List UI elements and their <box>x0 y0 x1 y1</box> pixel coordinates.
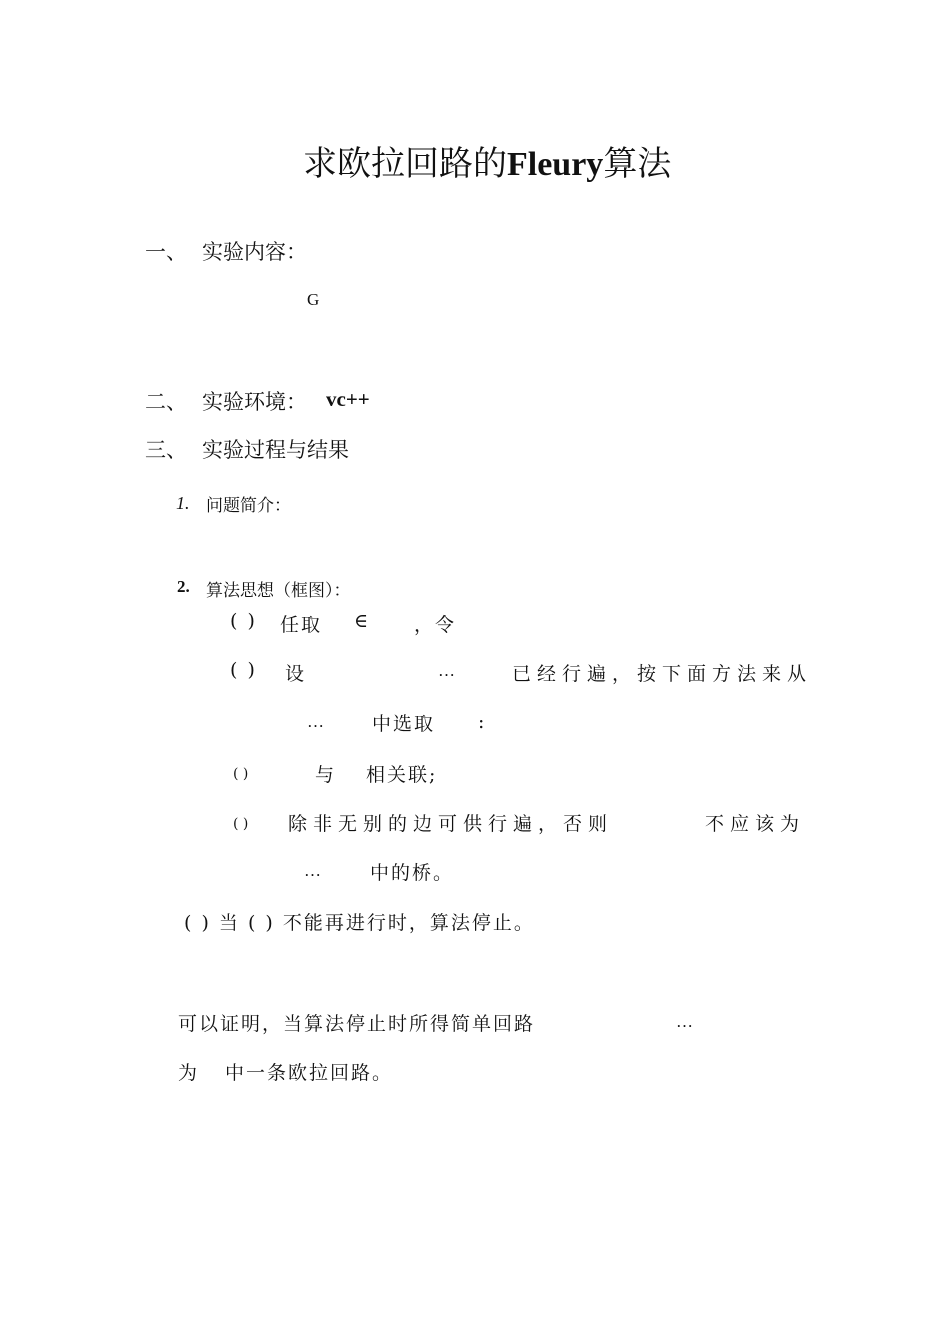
step-1-text: 任取 <box>280 614 323 636</box>
section-3-number: 三、 <box>145 438 187 462</box>
step-2-text-traversed: 已经行遍，按下面方法来从 <box>512 663 813 685</box>
step-2b-ellipsis: … <box>304 861 321 880</box>
title-prefix: 求欧拉回路的 <box>303 144 507 184</box>
subsection-2-number: 2. <box>177 577 190 596</box>
step-2b-text-unless: 除非无别的边可供行遍，否则 <box>288 813 614 835</box>
step-1-paren: ( ) <box>230 610 257 632</box>
proof-ellipsis: … <box>676 1012 693 1031</box>
proof-line-2-prefix: 为 <box>178 1062 200 1084</box>
section-1-number: 一、 <box>145 240 187 264</box>
step-2b-text-bridge: 中的桥。 <box>370 862 455 884</box>
step-3-text: ( ) 当 ( ) 不能再进行时，算法停止。 <box>184 912 535 934</box>
section-3-heading: 实验过程与结果 <box>202 438 349 462</box>
step-1-element-of: ∈ <box>354 610 371 632</box>
section-2-heading: 实验环境： <box>202 390 307 414</box>
section-1-heading: 实验内容： <box>202 240 307 264</box>
title-suffix: 算法 <box>603 144 672 184</box>
step-2-ellipsis-2: … <box>307 712 324 731</box>
step-2b-text-should-not: 不应该为 <box>705 813 806 835</box>
step-2-ellipsis-1: … <box>438 661 455 680</box>
step-2-paren: ( ) <box>230 659 257 681</box>
section-2-number: 二、 <box>145 390 187 414</box>
page-title <box>303 136 671 185</box>
step-1-let: ，令 <box>414 614 457 636</box>
title-english: Fleury <box>507 146 604 183</box>
subsection-2-heading: 算法思想（框图）： <box>206 581 351 601</box>
subsection-1-number: 1. <box>176 493 190 513</box>
graph-label: G <box>307 290 320 309</box>
subsection-1-heading: 问题简介： <box>206 496 291 516</box>
step-2b-paren: ( ) <box>233 816 249 832</box>
step-2a-text-with: 与 <box>315 764 337 786</box>
proof-line-2-text: 中一条欧拉回路。 <box>225 1062 394 1084</box>
step-2a-text-incident: 相关联; <box>366 764 438 786</box>
step-2-text-select: 中选取 <box>372 713 436 735</box>
step-2-colon: : <box>478 711 487 733</box>
environment-value: vc++ <box>326 387 370 411</box>
proof-line-1: 可以证明，当算法停止时所得简单回路 <box>178 1013 536 1035</box>
step-2a-paren: ( ) <box>233 766 249 782</box>
step-2-text-set: 设 <box>285 663 307 685</box>
